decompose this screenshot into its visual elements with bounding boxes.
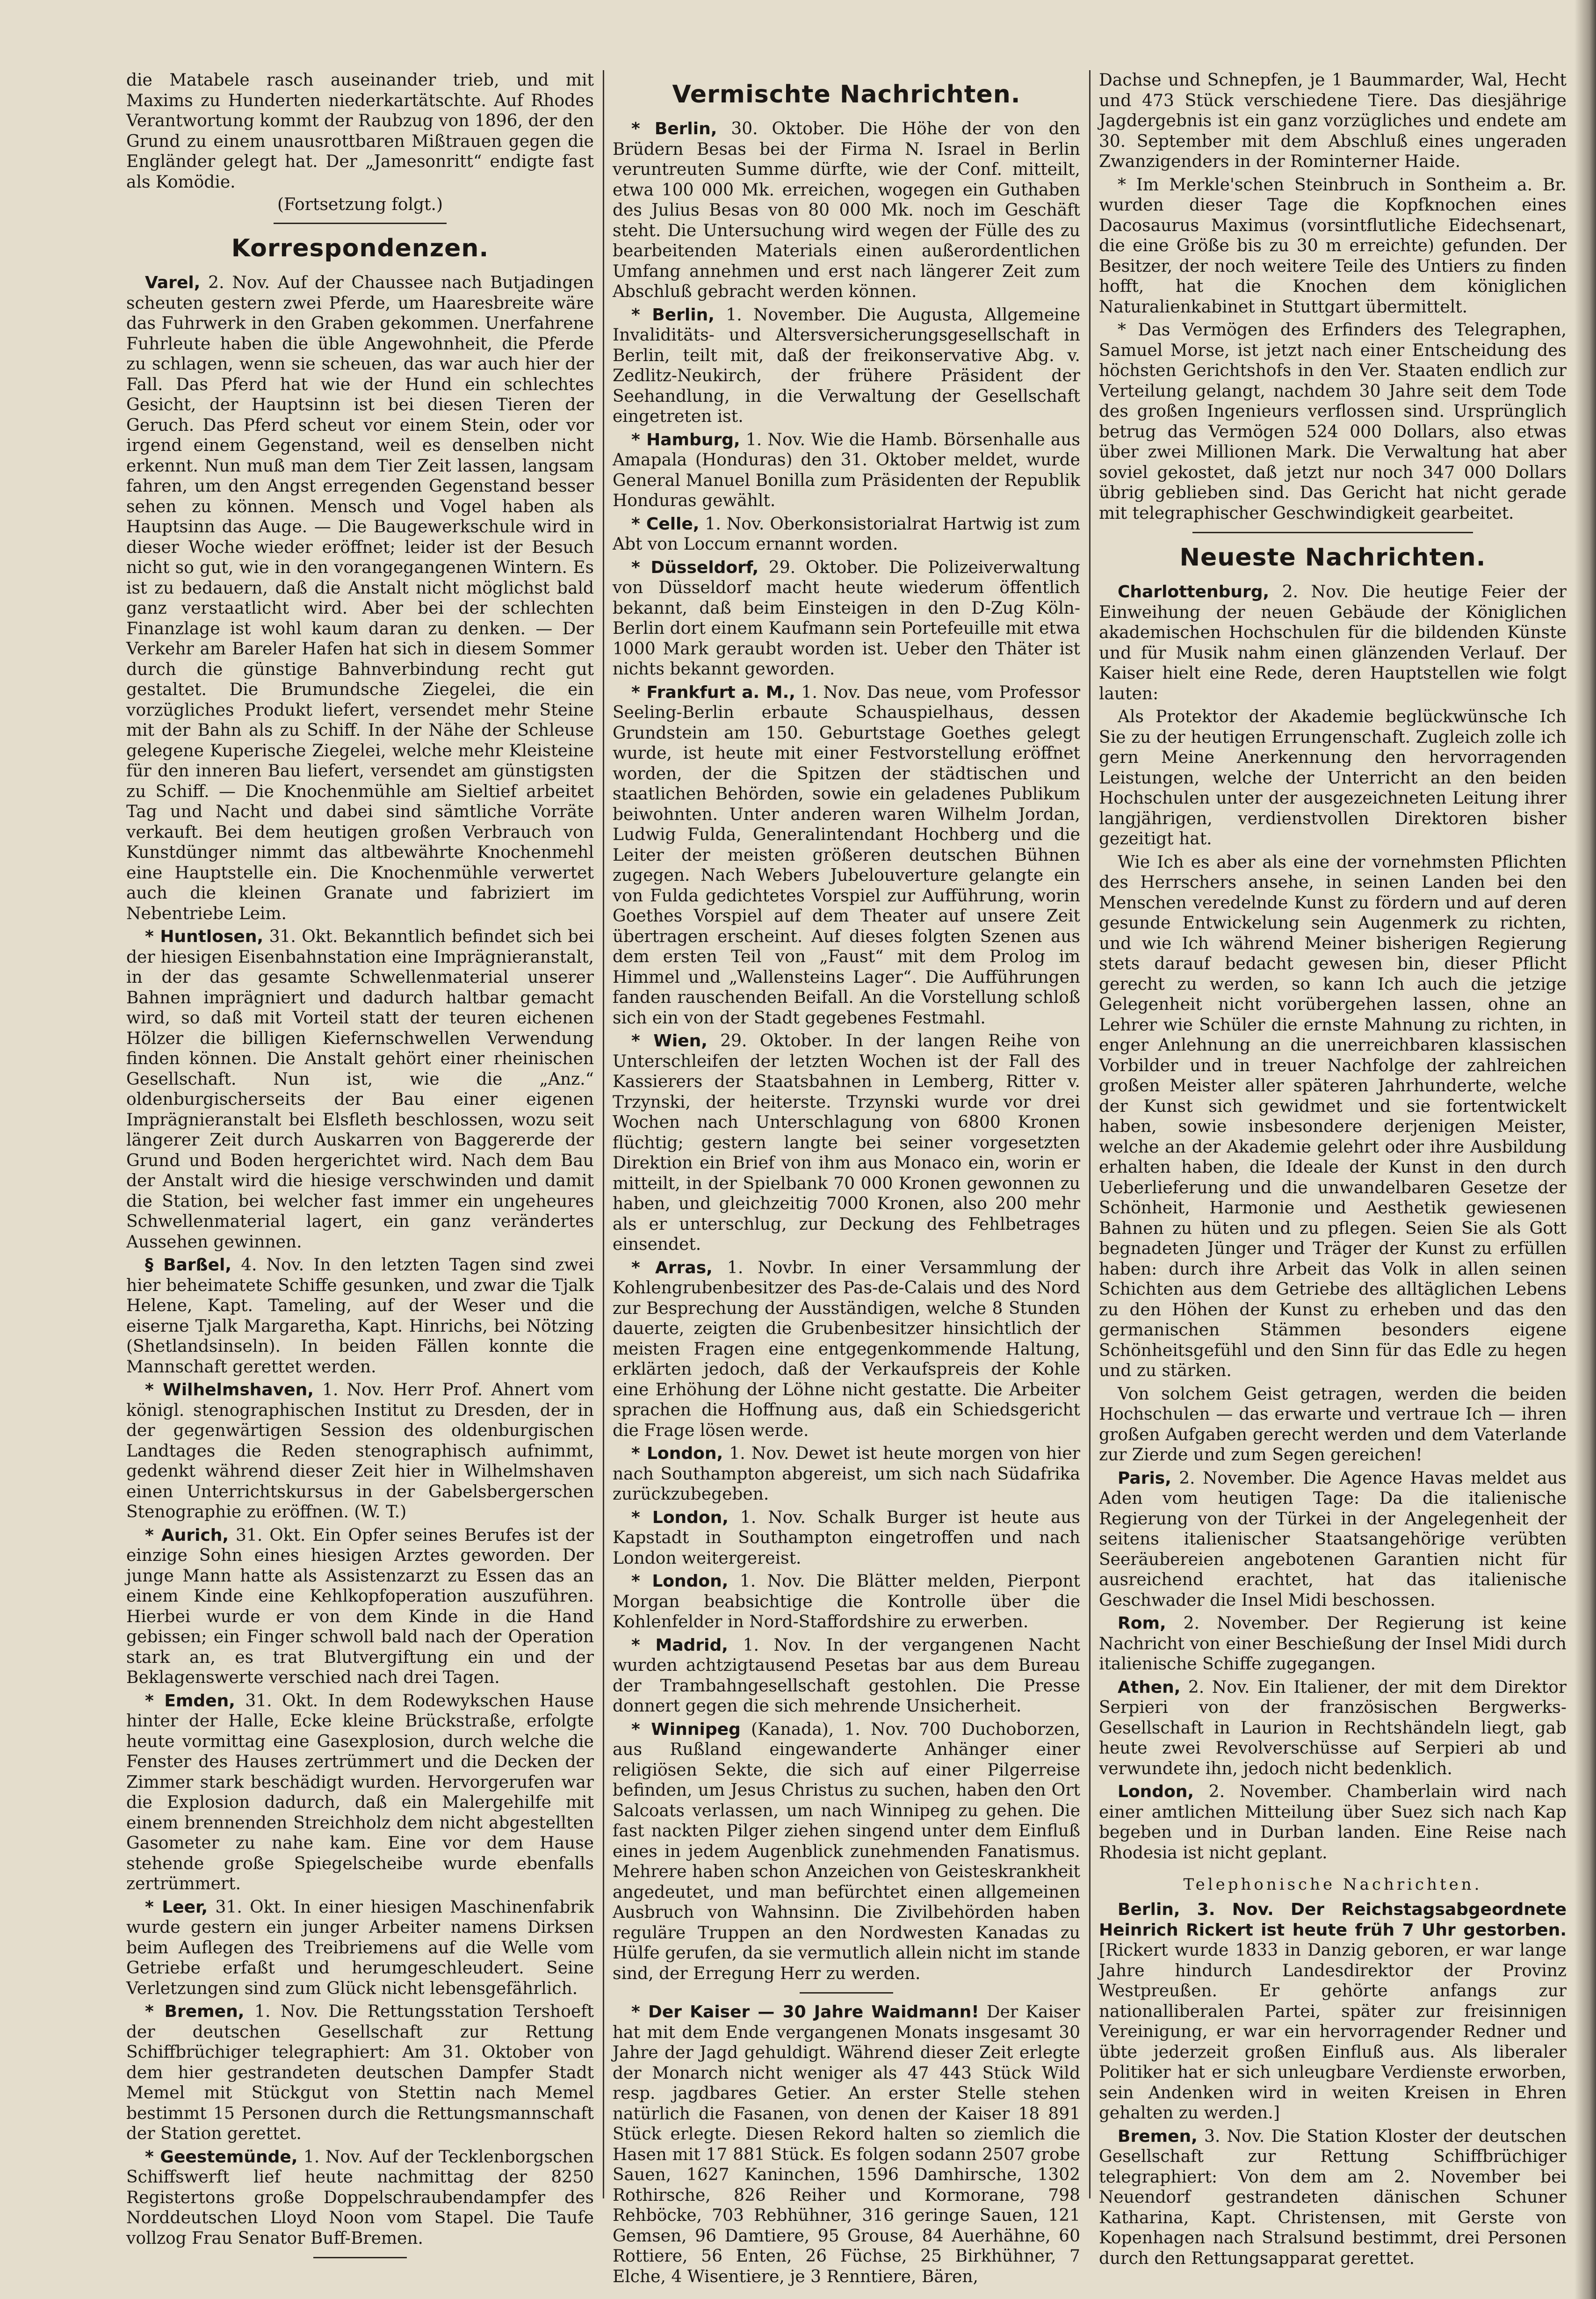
- dateline: * Leer,: [145, 1897, 208, 1917]
- dateline: * Arras,: [631, 1258, 713, 1277]
- article-text: Als Protektor der Akademie beglückwünsche Ich Sie zu der heutigen Errungenschaft. Zugleich zolle ich gern Meine Anerkennung den hervorragenden Leistungen, welche der Unterricht an den beiden Hochschulen unter der ausgezeichneten Leitung ihrer langjährigen, verdienstvollen Direktoren bisher gezeitigt hat.: [1099, 707, 1567, 849]
- article-text: Von solchem Geist getragen, werden die beiden Hochschulen — das erwarte und vertraue Ich — ihren großen Aufgaben gerecht werden und dem Vaterlande zur Zierde und zum Segen gereichen!: [1099, 1384, 1567, 1465]
- dateline: * Frankfurt a. M.,: [631, 682, 795, 702]
- dateline: * Madrid,: [631, 1635, 728, 1655]
- article-paragraph: [613, 119, 1080, 302]
- article-paragraph: [126, 70, 594, 192]
- article-text: 2. Nov. Ein Italiener, der mit dem Direktor Serpieri von der französischen Bergwerks-Gesellschaft in Laurion in Rechtshändeln liegt, gab heute zwei Revolverschüsse auf Serpieri ab und verwundete ihn, jedoch nicht bedenklich.: [1099, 1677, 1567, 1778]
- article-paragraph: [613, 1443, 1080, 1505]
- dateline: * Aurich,: [145, 1525, 229, 1545]
- article-text: 2. Nov. Auf der Chaussee nach Butjadingen scheuten gestern zwei Pferde, um Haaresbreite wäre das Fuhrwerk in den Graben gekommen. Unerfahrene Fuhrleute haben die üble Angewohnheit, die Pferde zu schlagen, wenn sie scheuen, das war auch hier der Fall. Das Pferd hat wie der Hund ein schlechtes Gesicht, der Hauptsinn ist bei diesen Tieren der Geruch. Das Pferd scheut vor einem Stein, oder vor irgend einem Gegenstand, weil es denselben nicht erkennt. Nun muß man dem Tier Zeit lassen, langsam fahren, um den Angst erregenden Gegenstand besser sehen zu können. Mensch und Vogel haben als Hauptsinn das Auge. — Die Baugewerkschule wird in dieser Woche wieder eröffnet; leider ist der Besuch nicht so gut, wie in den vorangegangenen Wintern. Es ist zu bedauern, daß die Anstalt nicht möglichst bald ganz verstaatlicht wird. Aber bei der schlechten Finanzlage ist wohl kaum daran zu denken. — Der Verkehr am Bareler Hafen hat sich in diesem Sommer durch die günstige Bahnverbindung recht gut gestaltet. Die Brumundsche Ziegelei, die ein vorzügliches Produkt liefert, versendet mehr Steine mit der Bahn als zu Schiff. In der Nähe der Schleuse gelegene Kuperische Ziegelei, welche mehr Kleisteine für den inneren Bau liefert, versendet am günstigsten zu Schiff. — Die Knochenmühle am Sieltief arbeitet Tag und Nacht und dabei sind sämtliche Vorräte verkauft. Bei dem heutigen großen Verbrauch von Kunstdünger nimmt das altbewährte Knochenmehl eine Hauptstelle ein. Die Knochenmühle verwertet auch die kleinen Granate und fabriziert im Nebentriebe Leim.: [126, 273, 594, 923]
- article-paragraph: [1099, 1613, 1567, 1675]
- article-text: 31. Okt. Bekanntlich befindet sich bei der hiesigen Eisenbahnstation eine Imprägnieranstalt, in der das gesamte Schwellenmaterial unserer Bahnen imprägniert und dadurch haltbar gemacht wird, so daß mit Vorteil statt der teuren eichenen Hölzer die billigen Kiefernschwellen Verwendung finden können. Die Anstalt gehört einer rheinischen Gesellschaft. Nun ist, wie die „Anz.“ oldenburgischerseits der Bau einer eigenen Imprägnieranstalt bei Elsfleth beschlossen, wozu seit längerer Zeit durch Auskarren von Baggererde der Grund und Boden hergerichtet wird. Nach dem Bau der Anstalt wird die hiesige verschwinden und damit die Station, bei welcher fast immer ein ungeheures Schwellenmaterial lagert, ein ganz verändertes Aussehen gewinnen.: [126, 927, 594, 1252]
- dateline: Berlin, 3. Nov. Der Reichstagsabgeordnete Heinrich Rickert ist heute früh 7 Uhr gestorben.: [1099, 1900, 1567, 1940]
- dateline: * Winnipeg: [631, 1719, 741, 1739]
- article-paragraph: [613, 682, 1080, 1029]
- article-paragraph: [126, 2147, 594, 2249]
- column-right: [1099, 70, 1567, 2268]
- article-text: 3. Nov. Die Station Kloster der deutschen Gesellschaft zur Rettung Schiffbrüchiger telegraphiert: Von dem am 2. November bei Neuendorf gestrandeten dänischen Schuner Katharina, Kapt. Christensen, mit Gerste von Kopenhagen nach Stralsund bestimmt, drei Personen durch den Rettungsapparat gerettet.: [1099, 2126, 1567, 2268]
- article-paragraph: [1099, 2126, 1567, 2269]
- article-paragraph: [613, 1508, 1080, 1569]
- article-text: 30. Oktober. Die Höhe der von den Brüdern Besas bei der Firma N. Israel in Berlin veruntreuten Summe dürfte, wie der Conf. mitteilt, etwa 100 000 Mk. erreichen, wogegen ein Guthaben des Julius Besas von 80 000 Mk. noch im Geschäft steht. Die Untersuchung wird wegen der Fülle des zu bearbeitenden Materials einen außerordentlichen Umfang annehmen und erst nach längerer Zeit zum Abschluß gebracht werden können.: [613, 119, 1080, 301]
- dateline: § Barßel,: [145, 1255, 231, 1275]
- article-text: Wie Ich es aber als eine der vornehmsten Pflichten des Herrschers ansehe, in seinen Landen bei den Menschen veredelnde Kunst zu fördern und auf deren gesunde Entwickelung sein Augenmerk zu richten, und wie Ich während Meiner bisherigen Regierung stets darauf bedacht gewesen bin, dieser Pflicht gerecht zu werden, so kann Ich auch die jetzige Gelegenheit nicht vorübergehen lassen, ohne an Lehrer wie Schüler die ernste Mahnung zu richten, in enger Anlehnung an die unerreichbaren klassischen Vorbilder und in treuer Nachfolge der zahlreichen großen Meister aller späteren Jahrhunderte, welche der Kunst sich gewidmet und sie fortentwickelt haben, sowie insbesondere derjenigen Meister, welche an der Akademie gelehrt oder ihre Ausbildung erhalten haben, die Ideale der Kunst in den durch Ueberlieferung und die unwandelbaren Gesetze der Schönheit, Harmonie und Aesthetik gewiesenen Bahnen zu hüten und zu pflegen. Seien Sie als Gott begnadeten Jünger und Träger der Kunst zu erfüllen haben: durch ihre Arbeit das Volk in allen seinen Schichten aus dem Getriebe des alltäglichen Lebens zu den Höhen der Kunst zu erheben und das den germanischen Stämmen besonders eigene Schönheitsgefühl und den Sinn für das Edle zu hegen und zu stärken.: [1099, 852, 1567, 1380]
- article-paragraph: [1099, 1900, 1567, 2124]
- dateline: * Düsseldorf,: [631, 558, 759, 577]
- article-text: 4. Nov. In den letzten Tagen sind zwei hier beheimatete Schiffe gesunken, und zwar die Tjalk Helene, Kapt. Tameling, auf der Weser und die eiserne Tjalk Margaretha, Kapt. Hinrichs, bei Nötzing (Shetlandsinseln). In beiden Fällen konnte die Mannschaft gerettet werden.: [126, 1255, 594, 1377]
- article-paragraph: [1099, 1468, 1567, 1611]
- separator-rule: [800, 1992, 893, 1994]
- section-subheading: Telephonische Nachrichten.: [1183, 1875, 1482, 1894]
- article-text: 1. Nov. Schalk Burger ist heute aus Kapstadt in Southampton eingetroffen und nach London weitergereist.: [613, 1508, 1080, 1568]
- article-text: 1. Nov. Die Rettungsstation Tershoeft der deutschen Gesellschaft zur Rettung Schiffbrüchiger telegraphiert: Am 31. Oktober von dem hier gestrandeten deutschen Dampfer Stadt Memel mit Stückgut von Stettin nach Memel bestimmt 15 Personen durch die Rettungsmannschaft der Station gerettet.: [126, 2002, 594, 2143]
- article-text: 1. Nov. Auf der Tecklenborgschen Schiffswerft lief heute nachmittag der 8250 Registertons große Doppelschraubendampfer des Norddeutschen Lloyd Noon vom Stapel. Die Taufe vollzog Frau Senator Buff-Bremen.: [126, 2147, 594, 2248]
- article-paragraph: [1099, 70, 1567, 172]
- article-text: * Im Merkle'schen Steinbruch in Sontheim a. Br. wurden dieser Tage die Kopfknochen eines Dacosaurus Maximus (vorsintflutliche Eidechsenart, die eine Größe bis zu 30 m erreichte) gefunden. Der Besitzer, der noch weitere Teile des Untiers zu finden hofft, hat die Knochen dem königlichen Naturalienkabinet in Stuttgart übermittelt.: [1099, 175, 1567, 317]
- article-paragraph: [1099, 582, 1567, 704]
- article-paragraph: [126, 1691, 594, 1894]
- separator-rule: [274, 223, 447, 224]
- article-text: * Das Vermögen des Erfinders des Telegraphen, Samuel Morse, ist jetzt nach einer Entscheidung des höchsten Gerichtshofs in den Ver. Staaten endlich zur Verteilung gelangt, nachdem 30 Jahre seit dem Tode des großen Ingenieurs verflossen sind. Ursprünglich betrug das Vermögen 524 000 Dollars, also etwas über zwei Millionen Mark. Die Verwaltung hat aber soviel gekostet, daß jetzt nur noch 347 000 Dollars übrig geblieben sind. Das Gericht hat nicht gerade mit telegraphischer Geschwindigkeit gearbeitet.: [1099, 320, 1567, 523]
- article-paragraph: [1099, 1677, 1567, 1779]
- article-text: 31. Okt. Ein Opfer seines Berufes ist der einzige Sohn eines hiesigen Arztes geworden. Der junge Mann hatte als Assistenzarzt zu Essen das an einem Kinde eine Kehlkopfoperation auszuführen. Hierbei wurde er von dem Kinde in die Hand gebissen; ein Finger schwoll bald nach der Operation stark an, es trat Blutvergiftung ein und der Beklagenswerte verschied nach drei Tagen.: [126, 1525, 594, 1687]
- dateline: Paris,: [1118, 1468, 1171, 1488]
- article-text: 2. Nov. Die heutige Feier der Einweihung der neuen Gebäude der Königlichen akademischen Hochschulen für die bildenden Künste und für Musik nahm einen glänzenden Verlauf. Der Kaiser hielt eine Rede, deren Hauptstellen wie folgt lauten:: [1099, 582, 1567, 703]
- dateline: * Emden,: [145, 1691, 235, 1711]
- article-paragraph: [126, 1525, 594, 1688]
- article-text: 1. Nov. In der vergangenen Nacht wurden achtzigtausend Pesetas bar aus dem Bureau der Trambahngesellschaft gestohlen. Die Presse donnert gegen die sich mehrende Unsicherheit.: [613, 1635, 1081, 1716]
- dateline: * Wilhelmshaven,: [145, 1380, 314, 1400]
- article-paragraph: [613, 1258, 1080, 1441]
- article-text: die Matabele rasch auseinander trieb, und mit Maxims zu Hunderten niederkartätschte. Auf Rhodes Verantwortung kommt der Raubzug von 1896, der den Grund zu einem unausrottbaren Mißtrauen gegen die Engländer gelegt hat. Der „Jamesonritt“ endigte fast als Komödie.: [126, 71, 594, 192]
- article-paragraph: [126, 1380, 594, 1523]
- article-text: Dachse und Schnepfen, je 1 Baummarder, Wal, Hecht und 473 Stück verschiedene Tiere. Das diesjährige Jagdergebnis ist ein ganz vorzügliches und endete am 30. September mit dem Abschluß eines ungeraden Zwanzigenders in der Rominterner Haide.: [1099, 71, 1567, 171]
- article-paragraph: [613, 1635, 1080, 1717]
- article-text: (Kanada), 1. Nov. 700 Duchoborzen, aus Rußland eingewanderte Anhänger einer religiösen Sekte, die sich auf einer Pilgerreise befinden, um Jesus Christus zu suchen, haben den Ort Salcoats verlassen, um nach Winnipeg zu gehen. Die fast nackten Pilger ziehen singend unter dem Einfluß eines in jedem Augenblick zunehmenden Fanatismus. Mehrere haben schon Anzeichen von Geisteskrankheit angedeutet, und man befürchtet einen allgemeinen Ausbruch von Wahnsinn. Die Zivilbehörden haben reguläre Truppen an den Nordwesten Kanadas zu Hülfe gerufen, da sie vermutlich allein nicht im stande sind, der Erregung Herr zu werden.: [613, 1719, 1080, 1983]
- article-text: 31. Okt. In dem Rodewykschen Hause hinter der Halle, Ecke kleine Brückstraße, erfolgte heute vormittag eine Gasexplosion, durch welche die Fenster des Hauses zertrümmert und die Decken der Zimmer stark beschädigt wurden. Hervorgerufen war die Explosion dadurch, daß ein Malergehilfe mit einem brennenden Streichholz dem nicht abgestellten Gasometer zu nahe kam. Eine vor dem Hause stehende große Spiegelscheibe wurde ebenfalls zertrümmert.: [126, 1691, 594, 1893]
- dateline: * London,: [631, 1508, 729, 1527]
- article-paragraph: [613, 1719, 1080, 1984]
- article-text: 1. Nov. Oberkonsistorialrat Hartwig ist zum Abt von Loccum ernannt worden.: [613, 514, 1080, 554]
- dateline: * Berlin,: [631, 305, 715, 325]
- article-text: 1. Nov. Das neue, vom Professor Seeling-Berlin erbaute Schauspielhaus, dessen Grundstein am 150. Geburtstage Goethes gelegt wurde, ist heute mit einer Festvorstellung eröffnet worden, der die Spitzen der städtischen und staatlichen Behörden, sowie ein geladenes Publikum beiwohnten. Unter anderen waren Wilhelm Jordan, Ludwig Fulda, Generalintendant Hochberg und die Leiter der meisten größeren deutschen Bühnen zugegen. Nach Webers Jubelouverture gelangte ein von Fulda gedichtetes Vorspiel zur Aufführung, worin Goethes Vorspiel auf dem Theater auf unsere Zeit übertragen erscheint. Auf dieses folgten Szenen aus dem ersten Teil von „Faust“ mit dem Prolog im Himmel und „Wallensteins Lager“. Die Aufführungen fanden rauschenden Beifall. An die Vorstellung schloß sich ein von der Stadt gegebenes Festmahl.: [613, 682, 1081, 1028]
- column-middle: [613, 70, 1081, 2286]
- dateline: Varel,: [145, 273, 201, 292]
- page-edge-shadow: [1574, 0, 1596, 2299]
- article-paragraph: [126, 927, 594, 1252]
- column-left: [126, 70, 594, 2248]
- dateline: * Bremen,: [145, 2002, 245, 2021]
- dateline: * London,: [631, 1444, 723, 1463]
- article-paragraph: [613, 1571, 1080, 1632]
- article-paragraph: [1099, 707, 1567, 849]
- article-text: 2. November. Der Regierung ist keine Nachricht von einer Beschießung der Insel Midi durch italienische Schiffe zugegangen.: [1099, 1614, 1567, 1674]
- article-paragraph: [126, 273, 594, 924]
- dateline: * Wien,: [631, 1031, 708, 1051]
- dateline: * Huntlosen,: [145, 927, 264, 946]
- dateline: Bremen,: [1118, 2126, 1198, 2146]
- article-text: 29. Oktober. Die Polizeiverwaltung von Düsseldorf macht heute wiederum öffentlich bekannt, daß beim Einsteigen in den D-Zug Köln-Berlin dort einem Kaufmann sein Portefeuille mit etwa 1000 Mark geraubt worden ist. Ueber den Thäter ist nichts bekannt geworden.: [613, 558, 1081, 679]
- dateline: * London,: [631, 1572, 729, 1591]
- dateline: Athen,: [1118, 1677, 1181, 1697]
- article-text: Der Kaiser hat mit dem Ende vergangenen Monats insgesamt 30 Jahre der Jagd gehuldigt. Während dieser Zeit erlegte der Monarch nicht weniger als 47 443 Stück Wild resp. jagdbares Getier. An erster Stelle stehen natürlich die Fasanen, von denen der Kaiser 18 891 Stück erlegte. Diesen Rekord halten so ziemlich die Hasen mit 17 881 Stück. Es folgen sodann 2507 grobe Sauen, 1627 Kaninchen, 1596 Damhirsche, 1302 Rothirsche, 826 Reiher und Kormorane, 798 Rehböcke, 703 Rebhühner, 316 geringe Sauen, 121 Gemsen, 96 Damtiere, 95 Grouse, 84 Auerhähne, 60 Rottiere, 56 Enten, 26 Füchse, 25 Birkhühner, 7 Elche, 4 Wisentiere, je 3 Renntiere, Bären,: [613, 2002, 1080, 2286]
- separator-rule: [313, 2257, 407, 2258]
- article-paragraph: [126, 1255, 594, 1377]
- dateline: Rom,: [1118, 1614, 1166, 1633]
- article-text: 29. Oktober. In der langen Reihe von Unterschleifen der letzten Wochen ist der Fall des Kassierers der Staatsbahnen in Lemberg, Ritter v. Trzynski, der heiterste. Trzynski wurde vor drei Wochen nach Unterschlagung von 6800 Kronen flüchtig; gestern langte bei seiner vorgesetzten Direktion ein Brief von ihm aus Monaco ein, worin er mitteilt, in der Spielbank 70 000 Kronen gewonnen zu haben, und gleichzeitig 7000 Kronen, also 200 mehr als er unterschlug, zur Deckung des Fehlbetrages einsendet.: [613, 1031, 1080, 1254]
- section-heading: Korrespondenzen.: [231, 234, 489, 262]
- column-divider-1: [603, 70, 604, 2198]
- dateline: * Berlin,: [631, 119, 717, 138]
- article-paragraph: [613, 305, 1080, 427]
- article-text: 31. Okt. In einer hiesigen Maschinenfabrik wurde gestern ein junger Arbeiter namens Dirksen beim Auflegen des Treibriemens auf die Welle vom Getriebe erfaßt und herumgeschleudert. Seine Verletzungen sind zum Glück nicht lebensgefährlich.: [126, 1897, 594, 1998]
- article-text: 1. Nov. Die Blätter melden, Pierpont Morgan beabsichtige die Kontrolle über die Kohlenfelder in Nord-Staffordshire zu erwerben.: [613, 1572, 1080, 1632]
- article-text: 1. Novbr. In einer Versammlung der Kohlengrubenbesitzer des Pas-de-Calais und des Nord zur Besprechung der Ausständigen, welche 8 Stunden dauerte, zeigten die Grubenbesitzer hinsichtlich der meisten Fragen eine entgegenkommende Haltung, erklärten jedoch, daß der Verkaufspreis der Kohle eine Erhöhung der Löhne nicht gestatte. Die Arbeiter sprachen die Hoffnung aus, daß ein Schiedsgericht die Frage lösen werde.: [613, 1258, 1080, 1440]
- article-paragraph: [1099, 320, 1567, 523]
- article-paragraph: [1099, 1782, 1567, 1863]
- dateline: London,: [1118, 1782, 1194, 1801]
- section-heading: Vermischte Nachrichten.: [672, 80, 1021, 109]
- dateline: * Geestemünde,: [145, 2147, 298, 2167]
- article-paragraph: [613, 2002, 1080, 2287]
- article-paragraph: [613, 1031, 1080, 1255]
- article-paragraph: [613, 558, 1080, 680]
- dateline: * Celle,: [631, 514, 700, 534]
- article-paragraph: [1099, 175, 1567, 318]
- separator-rule: [1192, 532, 1473, 533]
- article-paragraph: [613, 514, 1080, 555]
- article-text: 1. Nov. Dewet ist heute morgen von hier nach Southampton abgereist, um sich nach Südafrika zurückzubegeben.: [613, 1444, 1080, 1504]
- article-paragraph: [126, 1897, 594, 1999]
- article-text: [Rickert wurde 1833 in Danzig geboren, er war lange Jahre hindurch Landesdirektor der Provinz Westpreußen. Er gehörte anfangs zur nationalliberalen Partei, später zur freisinnigen Vereinigung, er war ein hervorragender Redner und übte jederzeit großen Einfluß aus. Als liberaler Politiker hat er sich unleugbare Verdienste erworben, sein Andenken wird in weiten Kreisen in Ehren gehalten zu werden.]: [1099, 1941, 1567, 2123]
- article-text: 2. November. Die Agence Havas meldet aus Aden vom heutigen Tage: Da die italienische Regierung von der Türkei in der Angelegenheit der seitens italienischer Staatsangehörige verübten Seeräubereien angebotenen Garantien nicht für ausreichend erachtet, hat das italienische Geschwader die Insel Midi beschossen.: [1099, 1468, 1567, 1610]
- article-text: 1. Nov. Herr Prof. Ahnert vom königl. stenographischen Institut zu Dresden, der in der gegenwärtigen Session des oldenburgischen Landtages die Reden stenographisch aufnimmt, gedenkt während dieser Zeit hier in Wilhelmshaven einen Unterrichtskursus in der Gabelsbergerschen Stenographie zu eröffnen. (W. T.): [126, 1380, 594, 1522]
- article-text: 1. Nov. Wie die Hamb. Börsenhalle aus Amapala (Honduras) den 31. Oktober meldet, wurde General Manuel Bonilla zum Präsidenten der Republik Honduras gewählt.: [613, 430, 1081, 510]
- continuation-note: (Fortsetzung folgt.): [277, 195, 443, 214]
- dateline: Charlottenburg,: [1118, 582, 1270, 602]
- article-paragraph: [1099, 1384, 1567, 1465]
- article-text: 1. November. Die Augusta, Allgemeine Invaliditäts- und Altersversicherungsgesellschaft in Berlin, teilt mit, daß der freikonservative Abg. v. Zedlitz-Neukirch, der frühere Präsident der Seehandlung, in die Verwaltung der Gesellschaft eingetreten ist.: [613, 305, 1080, 426]
- dateline: * Hamburg,: [631, 430, 740, 450]
- column-divider-2: [1089, 70, 1090, 2198]
- dateline: * Der Kaiser — 30 Jahre Waidmann!: [631, 2002, 979, 2022]
- section-heading: Neueste Nachrichten.: [1179, 544, 1486, 572]
- article-text: 2. November. Chamberlain wird nach einer amtlichen Mitteilung über Suez sich nach Kap begeben und in Durban landen. Eine Reise nach Rhodesia ist nicht geplant.: [1099, 1782, 1567, 1863]
- article-paragraph: [1099, 852, 1567, 1381]
- article-paragraph: [126, 2002, 594, 2144]
- article-paragraph: [613, 430, 1080, 511]
